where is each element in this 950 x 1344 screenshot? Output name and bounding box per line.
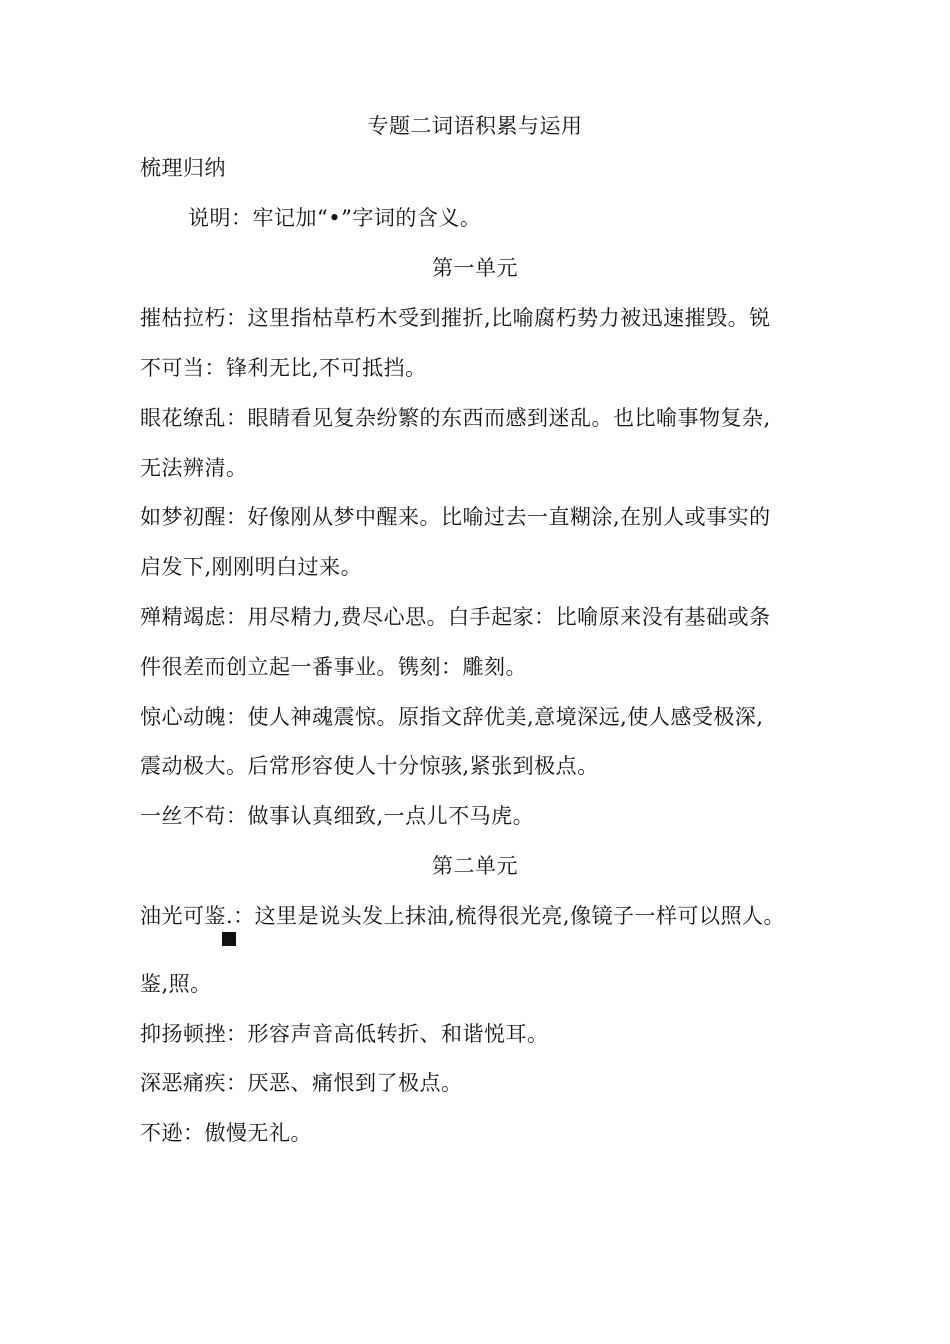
- unit1-line: 眼花缭乱：眼睛看见复杂纷繁的东西而感到迷乱。也比喻事物复杂,: [140, 406, 771, 430]
- unit2-line: 深恶痛疾：厌恶、痛恨到了极点。: [140, 1071, 463, 1095]
- unit1-line: 如梦初醒：好像刚从梦中醒来。比喻过去一直糊涂,在别人或事实的: [140, 505, 771, 529]
- document-title: 专题二词语积累与运用: [367, 114, 583, 138]
- unit2-line: 不逊：傲慢无礼。: [140, 1121, 312, 1145]
- unit1-line: 殚精竭虑：用尽精力,费尽心思。白手起家：比喻原来没有基础或条: [140, 605, 771, 629]
- section-heading: 梳理归纳: [140, 156, 226, 180]
- unit1-heading: 第一单元: [432, 256, 518, 280]
- emphasis-marker: [222, 932, 236, 946]
- unit1-line: 不可当：锋利无比,不可抵挡。: [140, 356, 427, 380]
- unit2-line: 鉴,照。: [140, 972, 212, 996]
- unit1-line: 摧枯拉朽：这里指枯草朽木受到摧折,比喻腐朽势力被迅速摧毁。锐: [140, 306, 771, 330]
- unit1-line: 件很差而创立起一番事业。镌刻：雕刻。: [140, 655, 527, 679]
- unit1-line: 惊心动魄：使人神魂震惊。原指文辞优美,意境深远,使人感受极深,: [140, 705, 764, 729]
- unit1-line: 一丝不苟：做事认真细致,一点儿不马虎。: [140, 804, 535, 828]
- unit2-line: 油光可鉴.：这里是说头发上抹油,梳得很光亮,像镜子一样可以照人。: [140, 904, 786, 928]
- instruction-note: 说明：牢记加“•”字词的含义。: [188, 206, 482, 230]
- unit1-line: 震动极大。后常形容使人十分惊骇,紧张到极点。: [140, 754, 599, 778]
- unit2-heading: 第二单元: [432, 854, 518, 878]
- unit1-line: 无法辨清。: [140, 456, 248, 480]
- unit1-line: 启发下,刚刚明白过来。: [140, 555, 363, 579]
- unit2-line: 抑扬顿挫：形容声音高低转折、和谐悦耳。: [140, 1022, 549, 1046]
